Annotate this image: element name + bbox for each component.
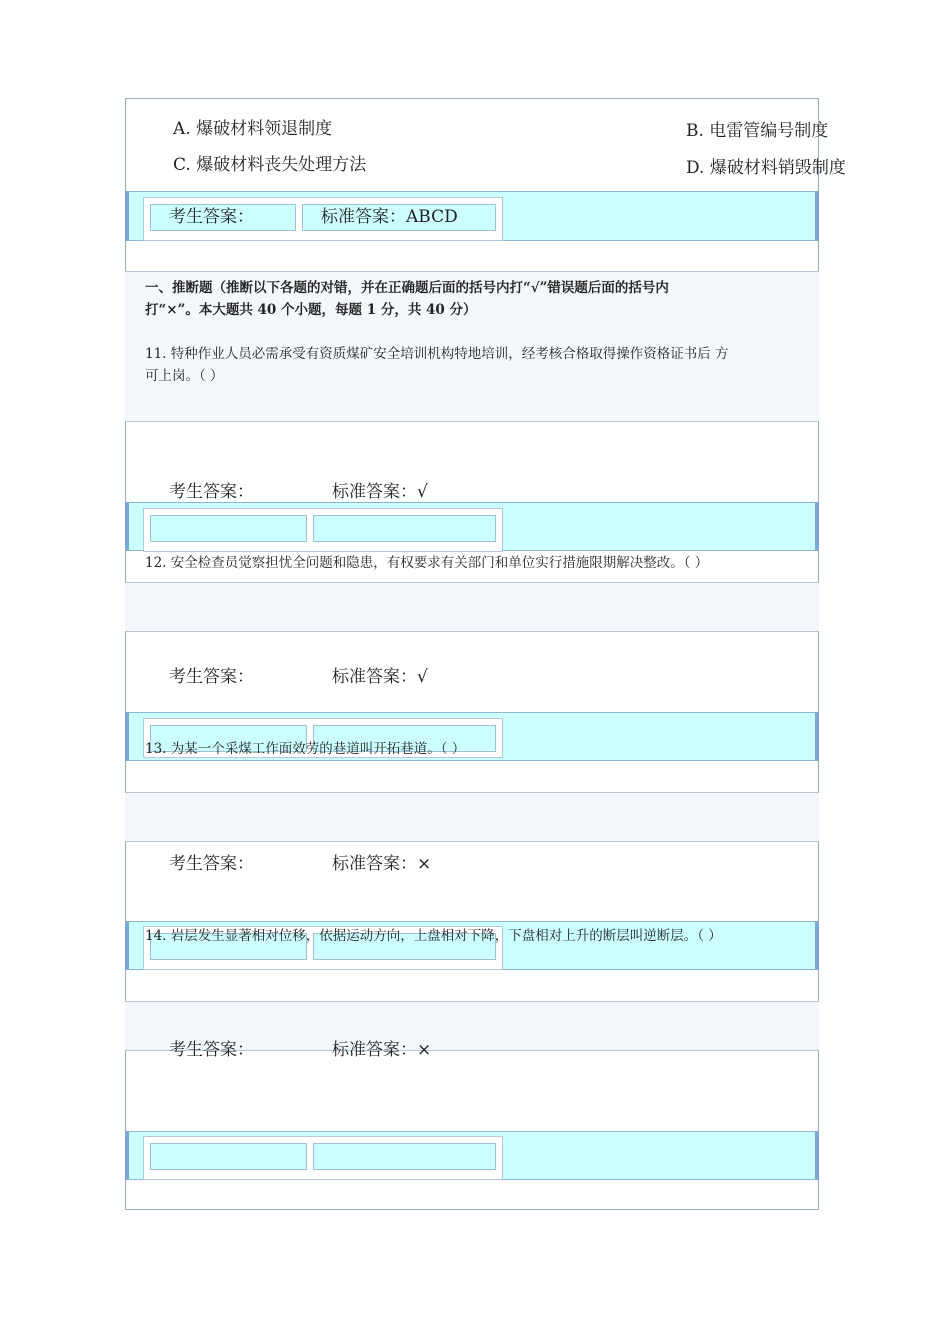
standard-answer-label: 标准答案：√ [332,482,428,502]
standard-answer-label: 标准答案：× [332,854,432,874]
option-b: B. 电雷管编号制度 [686,121,829,141]
standard-answer-label: 标准答案：ABCD [321,207,458,227]
option-a: A. 爆破材料领退制度 [173,119,333,139]
section-header-line1: 一、推断题（推断以下各题的对错，并在正确题后面的括号内打“√”错误题后面的括号内 [145,280,669,296]
student-answer-label: 考生答案： [169,482,254,502]
question-14-text: 14. 岩层发生显著相对位移，依据运动方向，上盘相对下降，下盘相对上升的断层叫逆断层。（ ） [145,928,722,944]
standard-answer-label: 标准答案：× [332,1040,432,1060]
standard-answer-box [313,515,496,542]
section-header-line2: 打“×”。本大题共 40 个小题，每题 1 分，共 40 分） [145,302,477,318]
student-answer-box[interactable] [150,515,307,542]
student-answer-box[interactable] [150,1143,307,1170]
student-answer-label: 考生答案： [169,854,254,874]
standard-answer-label: 标准答案：√ [332,667,428,687]
question-13-text: 13. 为某一个采煤工作面效劳的巷道叫开拓巷道。（ ） [145,741,466,757]
standard-answer-box [313,1143,496,1170]
student-answer-label: 考生答案： [169,207,254,227]
question-11-text-cont: 可上岗。（ ） [145,368,224,384]
question-13-band [125,792,819,842]
question-12-band [125,582,819,632]
question-12-text: 12. 安全检查员觉察担忧全问题和隐患，有权要求有关部门和单位实行措施限期解决整改。（ ） [145,555,709,571]
answer-box-group-q14 [143,1136,503,1180]
answer-box-group-q11 [143,508,503,552]
question-11-text: 11. 特种作业人员必需承受有资质煤矿安全培训机构特地培训，经考核合格取得操作资格证书后 方 [145,346,729,362]
option-c: C. 爆破材料丧失处理方法 [173,155,367,175]
student-answer-label: 考生答案： [169,667,254,687]
option-d: D. 爆破材料销毁制度 [686,158,846,178]
student-answer-label: 考生答案： [169,1040,254,1060]
